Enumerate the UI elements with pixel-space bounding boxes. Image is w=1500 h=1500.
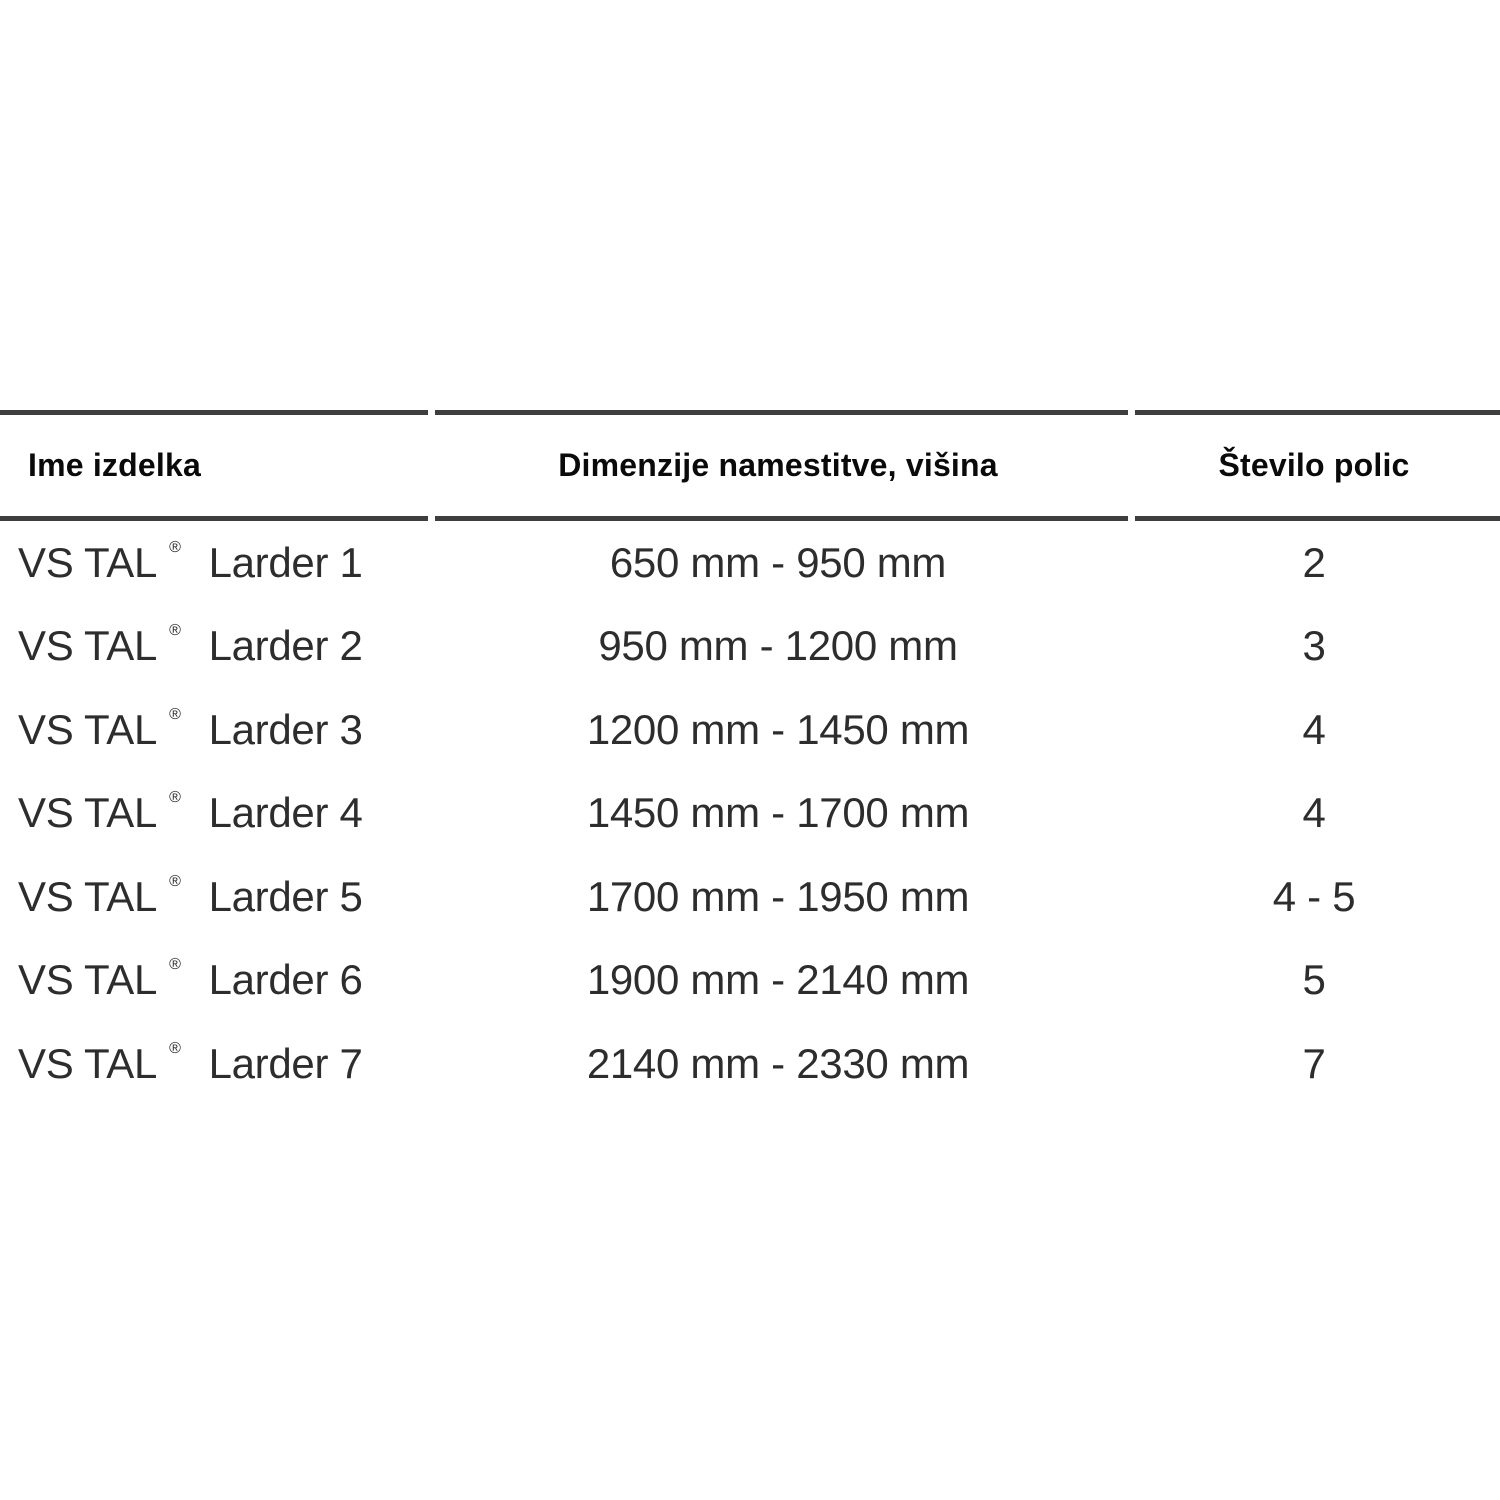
product-name-cell <box>0 605 428 689</box>
registered-mark: ® <box>169 956 181 974</box>
shelf-count: 3 <box>1302 622 1326 670</box>
table-row <box>0 688 1500 772</box>
model-text: Larder 7 <box>208 1039 363 1087</box>
dimension-value: 950 mm - 1200 mm <box>598 622 958 670</box>
table-header-row <box>0 415 1500 516</box>
table-row <box>0 772 1500 856</box>
shelf-count: 4 - 5 <box>1272 872 1356 920</box>
shelf-count: 5 <box>1302 956 1326 1004</box>
shelf-count: 7 <box>1302 1039 1326 1087</box>
registered-mark: ® <box>169 705 181 723</box>
dimension-value: 2140 mm - 2330 mm <box>586 1039 970 1087</box>
product-name-cell <box>0 772 428 856</box>
product-name-cell <box>0 855 428 939</box>
product-name-cell <box>0 521 428 605</box>
brand-text: VS TAL <box>18 956 158 1004</box>
model-text: Larder 6 <box>208 956 363 1004</box>
dimension-value: 1450 mm - 1700 mm <box>586 789 970 837</box>
registered-mark: ® <box>169 789 181 807</box>
dimension-value: 1900 mm - 2140 mm <box>586 956 970 1004</box>
table-row <box>0 855 1500 939</box>
brand-text: VS TAL <box>18 1039 158 1087</box>
table-row <box>0 521 1500 605</box>
brand-text: VS TAL <box>18 705 158 753</box>
model-text: Larder 5 <box>208 872 363 920</box>
model-text: Larder 4 <box>208 789 363 837</box>
table-row <box>0 1022 1500 1106</box>
shelf-count: 4 <box>1302 789 1326 837</box>
shelf-count: 4 <box>1302 705 1326 753</box>
brand-text: VS TAL <box>18 872 158 920</box>
registered-mark: ® <box>169 1039 181 1057</box>
registered-mark: ® <box>169 622 181 640</box>
column-header-product: Ime izdelka <box>28 447 201 483</box>
product-name-cell <box>0 1022 428 1106</box>
registered-mark: ® <box>169 538 181 556</box>
model-text: Larder 2 <box>208 622 363 670</box>
brand-text: VS TAL <box>18 538 158 586</box>
brand-text: VS TAL <box>18 789 158 837</box>
table-body <box>0 521 1500 1106</box>
column-header-shelves: Število polic <box>1218 447 1410 483</box>
column-header-dimensions: Dimenzije namestitve, višina <box>558 447 998 483</box>
table-row <box>0 939 1500 1023</box>
dimension-value: 650 mm - 950 mm <box>609 538 947 586</box>
shelf-count: 2 <box>1302 538 1326 586</box>
table-row <box>0 605 1500 689</box>
dimension-value: 1700 mm - 1950 mm <box>586 872 970 920</box>
brand-text: VS TAL <box>18 622 158 670</box>
registered-mark: ® <box>169 872 181 890</box>
model-text: Larder 1 <box>208 538 363 586</box>
product-name-cell <box>0 688 428 772</box>
dimension-value: 1200 mm - 1450 mm <box>586 705 970 753</box>
product-name-cell <box>0 939 428 1023</box>
model-text: Larder 3 <box>208 705 363 753</box>
